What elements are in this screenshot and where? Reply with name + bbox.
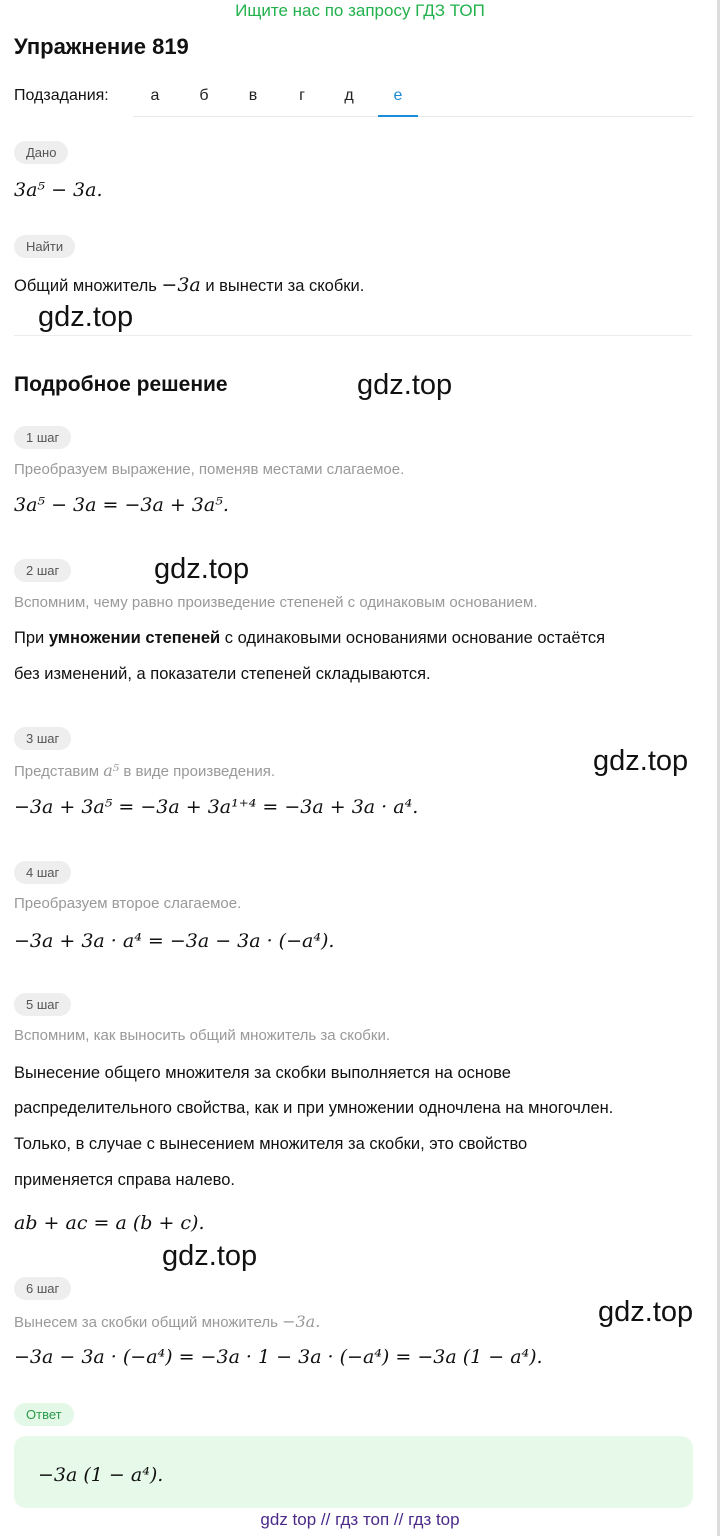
tab-d[interactable]: д xyxy=(344,87,354,104)
find-text-before: Общий множитель xyxy=(14,277,157,295)
watermark: gdz.top xyxy=(357,369,453,401)
step-4-hint: Преобразуем второе слагаемое. xyxy=(14,895,242,912)
promo-banner: Ищите нас по запросу ГДЗ ТОП xyxy=(235,1,485,20)
step-2-text xyxy=(14,620,605,656)
step-4-expr: −3a + 3a · a⁴ = −3a − 3a · (−a⁴). xyxy=(14,930,335,952)
step-1-hint: Преобразуем выражение, поменяв местами слагаемое. xyxy=(14,461,405,478)
step-2-hint: Вспомним, чему равно произведение степеней с одинаковым основанием. xyxy=(14,594,538,611)
footer-links[interactable]: gdz top // гдз топ // гдз top xyxy=(260,1510,460,1529)
step-6-pill: 6 шаг xyxy=(14,1277,71,1300)
step-1-pill: 1 шаг xyxy=(14,426,71,449)
tab-v[interactable]: в xyxy=(248,87,258,104)
step-3-pill: 3 шаг xyxy=(14,727,71,750)
find-text xyxy=(14,267,364,304)
tab-b[interactable]: б xyxy=(199,87,209,104)
step-5-line-4: применяется справа налево. xyxy=(14,1171,235,1189)
find-text-after: и вынести за скобки. xyxy=(205,277,365,295)
step-2-text-line2: без изменений, а показатели степеней складываются. xyxy=(14,665,431,683)
step-6-hint-expr: −3a. xyxy=(282,1312,321,1331)
step-2-text-post: с одинаковыми основаниями основание остаётся xyxy=(220,629,606,647)
solution-title: Подробное решение xyxy=(14,373,228,396)
tab-a[interactable]: а xyxy=(150,87,160,104)
step-5-pill: 5 шаг xyxy=(14,993,71,1016)
watermark: gdz.top xyxy=(154,553,250,585)
divider xyxy=(14,335,692,336)
step-5-expr: ab + ac = a (b + c). xyxy=(14,1212,205,1234)
step-3-hint-pre: Представим xyxy=(14,763,100,780)
step-6-expr: −3a − 3a · (−a⁴) = −3a · 1 − 3a · (−a⁴) = −3a (1 − a⁴). xyxy=(14,1346,543,1368)
watermark: gdz.top xyxy=(593,745,689,777)
step-5-hint: Вспомним, как выносить общий множитель за скобки. xyxy=(14,1027,390,1044)
page-title: Упражнение 819 xyxy=(14,34,189,59)
subtasks-label: Подзадания: xyxy=(14,87,109,104)
step-5-line-2: распределительного свойства, как и при умножении одночлена на многочлен. xyxy=(14,1099,614,1117)
step-2-text-bold: умножении степеней xyxy=(48,629,221,647)
step-3-hint-expr: a⁵ xyxy=(103,761,120,780)
given-pill: Дано xyxy=(14,141,68,164)
subtasks-tabs xyxy=(133,78,693,117)
step-6-hint xyxy=(14,1312,320,1331)
find-pill: Найти xyxy=(14,235,75,258)
watermark: gdz.top xyxy=(38,301,134,333)
step-3-hint xyxy=(14,761,275,780)
step-1-expr: 3a⁵ − 3a = −3a + 3a⁵. xyxy=(14,494,229,516)
step-3-expr: −3a + 3a⁵ = −3a + 3a¹⁺⁴ = −3a + 3a · a⁴. xyxy=(14,796,419,818)
given-expr: 3a⁵ − 3a. xyxy=(14,179,103,201)
step-3-hint-post: в виде произведения. xyxy=(123,763,276,780)
step-5-line-1: Вынесение общего множителя за скобки выполняется на основе xyxy=(14,1064,511,1082)
answer-pill: Ответ xyxy=(14,1403,74,1426)
tab-g[interactable]: г xyxy=(299,87,305,104)
step-6-hint-pre: Вынесем за скобки общий множитель xyxy=(14,1314,278,1331)
watermark: gdz.top xyxy=(162,1240,258,1272)
step-2-text-pre: При xyxy=(14,629,49,647)
answer-expr: −3a (1 − a⁴). xyxy=(38,1464,164,1486)
find-expr: −3a xyxy=(161,274,201,296)
tab-e[interactable]: е xyxy=(378,78,418,117)
step-2-pill: 2 шаг xyxy=(14,559,71,582)
step-5-line-3: Только, в случае с вынесением множителя за скобки, это свойство xyxy=(14,1135,528,1153)
watermark: gdz.top xyxy=(598,1296,694,1328)
step-4-pill: 4 шаг xyxy=(14,861,71,884)
